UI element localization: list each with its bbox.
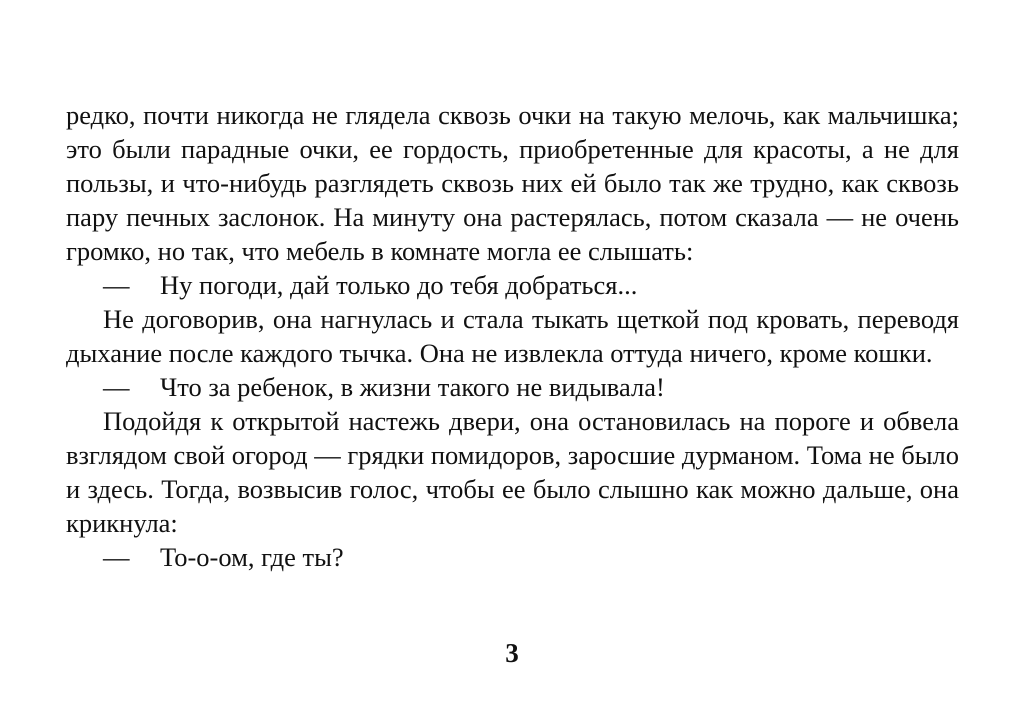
dialogue-line — [66, 540, 959, 574]
dialogue-text: Ну погоди, дай только до тебя добраться... — [160, 270, 638, 300]
page-number: 3 — [505, 638, 519, 668]
dialogue-dash: — — [103, 372, 130, 402]
dialogue-line — [66, 268, 959, 302]
paragraph: Подойдя к открытой настежь двери, она остановилась на пороге и обвела взглядом свой огород — грядки помидоров, заросшие дурманом. Тома не было и здесь. Тогда, возвысив голос, чтобы ее было слышно как можно дальше, она крикнула: — [66, 406, 959, 538]
dialogue-dash: — — [103, 542, 130, 572]
paragraph: Не договорив, она нагнулась и стала тыкать щеткой под кровать, переводя дыхание после каждого тычка. Она не извлекла оттуда ничего, кроме кошки. — [66, 304, 959, 368]
paragraph-continuation: редко, почти никогда не глядела сквозь очки на такую мелочь, как мальчишка; это были парадные очки, ее гордость, приобретенные для красоты, а не для пользы, и что-нибудь разглядеть сквозь них ей было так же трудно, как сквозь пару печных заслонок. На минуту она растерялась, потом сказала — не очень громко, но так, что мебель в комнате могла ее слышать: — [66, 100, 959, 266]
dialogue-text: Что за ребенок, в жизни такого не видывала! — [160, 372, 665, 402]
dialogue-dash: — — [103, 270, 130, 300]
text-body — [66, 98, 959, 574]
dialogue-line — [66, 370, 959, 404]
dialogue-text: То-о-ом, где ты? — [160, 542, 344, 572]
